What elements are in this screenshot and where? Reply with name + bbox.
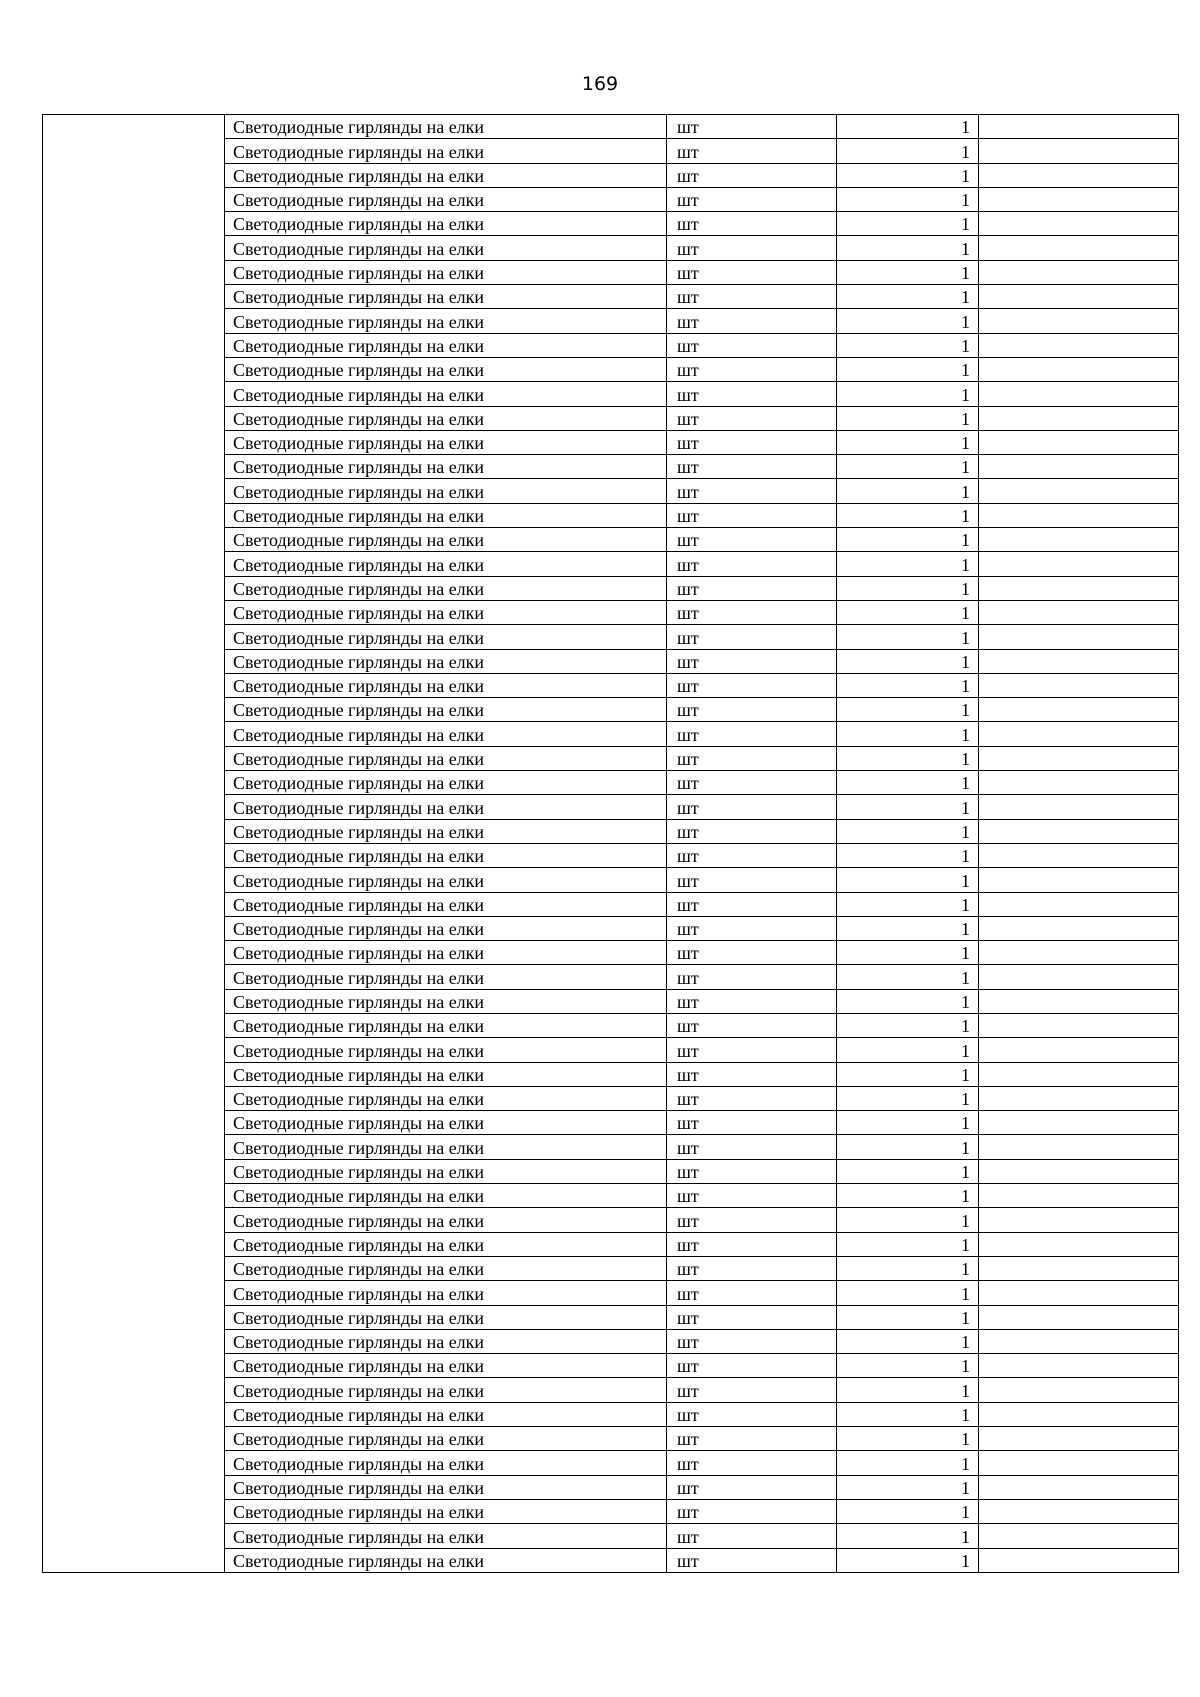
item-empty-cell: [979, 382, 1179, 406]
item-qty-cell: 1: [837, 236, 979, 260]
item-unit-cell: шт: [667, 1451, 837, 1475]
item-qty-cell: 1: [837, 746, 979, 770]
item-unit-cell: шт: [667, 163, 837, 187]
item-name-cell: Светодиодные гирлянды на елки: [225, 309, 667, 333]
item-qty-cell: 1: [837, 941, 979, 965]
item-empty-cell: [979, 479, 1179, 503]
item-qty-cell: 1: [837, 139, 979, 163]
item-empty-cell: [979, 1232, 1179, 1256]
item-name-cell: Светодиодные гирлянды на елки: [225, 941, 667, 965]
item-empty-cell: [979, 746, 1179, 770]
item-qty-cell: 1: [837, 430, 979, 454]
item-unit-cell: шт: [667, 1184, 837, 1208]
item-name-cell: Светодиодные гирлянды на елки: [225, 357, 667, 381]
item-name-cell: Светодиодные гирлянды на елки: [225, 1524, 667, 1548]
item-unit-cell: шт: [667, 528, 837, 552]
item-unit-cell: шт: [667, 843, 837, 867]
item-empty-cell: [979, 309, 1179, 333]
item-name-cell: Светодиодные гирлянды на елки: [225, 333, 667, 357]
item-name-cell: Светодиодные гирлянды на елки: [225, 1111, 667, 1135]
item-empty-cell: [979, 1062, 1179, 1086]
item-unit-cell: шт: [667, 1135, 837, 1159]
item-name-cell: Светодиодные гирлянды на елки: [225, 1013, 667, 1037]
item-unit-cell: шт: [667, 1232, 837, 1256]
item-qty-cell: 1: [837, 479, 979, 503]
item-qty-cell: 1: [837, 285, 979, 309]
page-number: 169: [581, 73, 619, 95]
item-unit-cell: шт: [667, 771, 837, 795]
item-name-cell: Светодиодные гирлянды на елки: [225, 868, 667, 892]
item-qty-cell: 1: [837, 576, 979, 600]
item-name-cell: Светодиодные гирлянды на елки: [225, 285, 667, 309]
item-qty-cell: 1: [837, 1062, 979, 1086]
item-empty-cell: [979, 455, 1179, 479]
item-qty-cell: 1: [837, 965, 979, 989]
item-qty-cell: 1: [837, 1329, 979, 1353]
item-qty-cell: 1: [837, 1354, 979, 1378]
item-empty-cell: [979, 406, 1179, 430]
item-name-cell: Светодиодные гирлянды на елки: [225, 1402, 667, 1426]
item-empty-cell: [979, 503, 1179, 527]
item-qty-cell: 1: [837, 1038, 979, 1062]
item-unit-cell: шт: [667, 1402, 837, 1426]
item-empty-cell: [979, 1086, 1179, 1110]
item-empty-cell: [979, 1111, 1179, 1135]
item-empty-cell: [979, 625, 1179, 649]
item-empty-cell: [979, 892, 1179, 916]
item-empty-cell: [979, 1305, 1179, 1329]
item-unit-cell: шт: [667, 965, 837, 989]
item-empty-cell: [979, 1524, 1179, 1548]
item-name-cell: Светодиодные гирлянды на елки: [225, 139, 667, 163]
item-name-cell: Светодиодные гирлянды на елки: [225, 1232, 667, 1256]
item-qty-cell: 1: [837, 382, 979, 406]
item-empty-cell: [979, 236, 1179, 260]
item-qty-cell: 1: [837, 649, 979, 673]
item-empty-cell: [979, 795, 1179, 819]
item-unit-cell: шт: [667, 941, 837, 965]
item-empty-cell: [979, 989, 1179, 1013]
item-unit-cell: шт: [667, 1013, 837, 1037]
item-empty-cell: [979, 552, 1179, 576]
item-empty-cell: [979, 163, 1179, 187]
item-unit-cell: шт: [667, 406, 837, 430]
items-table-body: [43, 115, 1179, 1573]
item-empty-cell: [979, 576, 1179, 600]
item-name-cell: Светодиодные гирлянды на елки: [225, 503, 667, 527]
item-qty-cell: 1: [837, 528, 979, 552]
item-name-cell: Светодиодные гирлянды на елки: [225, 1427, 667, 1451]
item-qty-cell: 1: [837, 406, 979, 430]
item-unit-cell: шт: [667, 430, 837, 454]
item-name-cell: Светодиодные гирлянды на елки: [225, 1159, 667, 1183]
item-unit-cell: шт: [667, 309, 837, 333]
item-empty-cell: [979, 1354, 1179, 1378]
item-unit-cell: шт: [667, 1256, 837, 1280]
item-empty-cell: [979, 600, 1179, 624]
items-table: [42, 114, 1179, 1573]
item-qty-cell: 1: [837, 868, 979, 892]
item-name-cell: Светодиодные гирлянды на елки: [225, 1475, 667, 1499]
item-qty-cell: 1: [837, 673, 979, 697]
item-empty-cell: [979, 115, 1179, 139]
item-empty-cell: [979, 212, 1179, 236]
item-name-cell: Светодиодные гирлянды на елки: [225, 212, 667, 236]
item-unit-cell: шт: [667, 212, 837, 236]
item-name-cell: Светодиодные гирлянды на елки: [225, 916, 667, 940]
item-qty-cell: 1: [837, 1402, 979, 1426]
item-empty-cell: [979, 1256, 1179, 1280]
item-qty-cell: 1: [837, 1159, 979, 1183]
item-unit-cell: шт: [667, 503, 837, 527]
item-name-cell: Светодиодные гирлянды на елки: [225, 552, 667, 576]
item-unit-cell: шт: [667, 333, 837, 357]
item-empty-cell: [979, 1159, 1179, 1183]
item-qty-cell: 1: [837, 333, 979, 357]
item-unit-cell: шт: [667, 1159, 837, 1183]
item-empty-cell: [979, 1038, 1179, 1062]
item-empty-cell: [979, 868, 1179, 892]
item-empty-cell: [979, 1548, 1179, 1572]
item-qty-cell: 1: [837, 600, 979, 624]
item-unit-cell: шт: [667, 260, 837, 284]
item-unit-cell: шт: [667, 649, 837, 673]
item-unit-cell: шт: [667, 115, 837, 139]
item-name-cell: Светодиодные гирлянды на елки: [225, 1378, 667, 1402]
item-name-cell: Светодиодные гирлянды на елки: [225, 965, 667, 989]
item-unit-cell: шт: [667, 625, 837, 649]
item-qty-cell: 1: [837, 1305, 979, 1329]
item-empty-cell: [979, 430, 1179, 454]
item-name-cell: Светодиодные гирлянды на елки: [225, 406, 667, 430]
item-unit-cell: шт: [667, 989, 837, 1013]
item-name-cell: Светодиодные гирлянды на елки: [225, 1329, 667, 1353]
item-qty-cell: 1: [837, 892, 979, 916]
item-name-cell: Светодиодные гирлянды на елки: [225, 1281, 667, 1305]
item-qty-cell: 1: [837, 1281, 979, 1305]
item-unit-cell: шт: [667, 1305, 837, 1329]
item-empty-cell: [979, 187, 1179, 211]
item-unit-cell: шт: [667, 673, 837, 697]
item-qty-cell: 1: [837, 552, 979, 576]
item-empty-cell: [979, 941, 1179, 965]
item-name-cell: Светодиодные гирлянды на елки: [225, 1086, 667, 1110]
item-empty-cell: [979, 843, 1179, 867]
item-empty-cell: [979, 1135, 1179, 1159]
item-unit-cell: шт: [667, 139, 837, 163]
item-name-cell: Светодиодные гирлянды на елки: [225, 236, 667, 260]
item-qty-cell: 1: [837, 1184, 979, 1208]
item-name-cell: Светодиодные гирлянды на елки: [225, 843, 667, 867]
item-empty-cell: [979, 1329, 1179, 1353]
item-unit-cell: шт: [667, 382, 837, 406]
item-unit-cell: шт: [667, 187, 837, 211]
item-name-cell: Светодиодные гирлянды на елки: [225, 1499, 667, 1523]
item-unit-cell: шт: [667, 285, 837, 309]
item-empty-cell: [979, 1427, 1179, 1451]
item-qty-cell: 1: [837, 1256, 979, 1280]
item-unit-cell: шт: [667, 868, 837, 892]
item-empty-cell: [979, 139, 1179, 163]
item-empty-cell: [979, 673, 1179, 697]
item-empty-cell: [979, 698, 1179, 722]
item-empty-cell: [979, 1208, 1179, 1232]
item-unit-cell: шт: [667, 1111, 837, 1135]
item-empty-cell: [979, 357, 1179, 381]
item-unit-cell: шт: [667, 795, 837, 819]
item-name-cell: Светодиодные гирлянды на елки: [225, 187, 667, 211]
item-qty-cell: 1: [837, 1111, 979, 1135]
item-qty-cell: 1: [837, 819, 979, 843]
item-name-cell: Светодиодные гирлянды на елки: [225, 1305, 667, 1329]
item-empty-cell: [979, 1378, 1179, 1402]
item-empty-cell: [979, 916, 1179, 940]
item-qty-cell: 1: [837, 1378, 979, 1402]
item-unit-cell: шт: [667, 479, 837, 503]
item-unit-cell: шт: [667, 1524, 837, 1548]
item-name-cell: Светодиодные гирлянды на елки: [225, 382, 667, 406]
item-qty-cell: 1: [837, 1524, 979, 1548]
item-unit-cell: шт: [667, 1281, 837, 1305]
item-unit-cell: шт: [667, 892, 837, 916]
item-unit-cell: шт: [667, 236, 837, 260]
item-unit-cell: шт: [667, 1329, 837, 1353]
item-unit-cell: шт: [667, 1499, 837, 1523]
item-name-cell: Светодиодные гирлянды на елки: [225, 430, 667, 454]
item-name-cell: Светодиодные гирлянды на елки: [225, 115, 667, 139]
item-qty-cell: 1: [837, 625, 979, 649]
item-qty-cell: 1: [837, 163, 979, 187]
item-unit-cell: шт: [667, 455, 837, 479]
item-name-cell: Светодиодные гирлянды на елки: [225, 625, 667, 649]
item-name-cell: Светодиодные гирлянды на елки: [225, 1062, 667, 1086]
item-qty-cell: 1: [837, 916, 979, 940]
item-empty-cell: [979, 1451, 1179, 1475]
item-qty-cell: 1: [837, 698, 979, 722]
item-empty-cell: [979, 528, 1179, 552]
item-qty-cell: 1: [837, 1135, 979, 1159]
item-qty-cell: 1: [837, 455, 979, 479]
item-qty-cell: 1: [837, 1208, 979, 1232]
item-qty-cell: 1: [837, 357, 979, 381]
item-unit-cell: шт: [667, 1378, 837, 1402]
item-unit-cell: шт: [667, 1427, 837, 1451]
item-name-cell: Светодиодные гирлянды на елки: [225, 771, 667, 795]
item-qty-cell: 1: [837, 503, 979, 527]
item-unit-cell: шт: [667, 1475, 837, 1499]
item-empty-cell: [979, 1281, 1179, 1305]
item-unit-cell: шт: [667, 1354, 837, 1378]
item-unit-cell: шт: [667, 1086, 837, 1110]
item-unit-cell: шт: [667, 1038, 837, 1062]
item-name-cell: Светодиодные гирлянды на елки: [225, 576, 667, 600]
item-name-cell: Светодиодные гирлянды на елки: [225, 1548, 667, 1572]
item-name-cell: Светодиодные гирлянды на елки: [225, 479, 667, 503]
item-name-cell: Светодиодные гирлянды на елки: [225, 673, 667, 697]
item-qty-cell: 1: [837, 212, 979, 236]
item-name-cell: Светодиодные гирлянды на елки: [225, 163, 667, 187]
item-qty-cell: 1: [837, 989, 979, 1013]
item-empty-cell: [979, 819, 1179, 843]
item-qty-cell: 1: [837, 1548, 979, 1572]
item-qty-cell: 1: [837, 1499, 979, 1523]
item-name-cell: Светодиодные гирлянды на елки: [225, 649, 667, 673]
item-qty-cell: 1: [837, 795, 979, 819]
item-empty-cell: [979, 285, 1179, 309]
item-name-cell: Светодиодные гирлянды на елки: [225, 455, 667, 479]
item-empty-cell: [979, 722, 1179, 746]
item-empty-cell: [979, 260, 1179, 284]
item-empty-cell: [979, 1013, 1179, 1037]
item-name-cell: Светодиодные гирлянды на елки: [225, 795, 667, 819]
item-name-cell: Светодиодные гирлянды на елки: [225, 1208, 667, 1232]
item-qty-cell: 1: [837, 1475, 979, 1499]
item-name-cell: Светодиодные гирлянды на елки: [225, 1256, 667, 1280]
item-unit-cell: шт: [667, 1548, 837, 1572]
item-unit-cell: шт: [667, 576, 837, 600]
merged-empty-cell: [43, 115, 225, 1573]
item-qty-cell: 1: [837, 1451, 979, 1475]
item-name-cell: Светодиодные гирлянды на елки: [225, 600, 667, 624]
item-empty-cell: [979, 333, 1179, 357]
item-name-cell: Светодиодные гирлянды на елки: [225, 1038, 667, 1062]
item-name-cell: Светодиодные гирлянды на елки: [225, 989, 667, 1013]
item-empty-cell: [979, 1475, 1179, 1499]
item-qty-cell: 1: [837, 843, 979, 867]
item-name-cell: Светодиодные гирлянды на елки: [225, 892, 667, 916]
item-name-cell: Светодиодные гирлянды на елки: [225, 260, 667, 284]
item-qty-cell: 1: [837, 722, 979, 746]
item-name-cell: Светодиодные гирлянды на елки: [225, 1451, 667, 1475]
item-unit-cell: шт: [667, 357, 837, 381]
item-unit-cell: шт: [667, 552, 837, 576]
item-unit-cell: шт: [667, 916, 837, 940]
item-name-cell: Светодиодные гирлянды на елки: [225, 746, 667, 770]
item-qty-cell: 1: [837, 187, 979, 211]
item-empty-cell: [979, 649, 1179, 673]
item-empty-cell: [979, 771, 1179, 795]
item-qty-cell: 1: [837, 771, 979, 795]
item-qty-cell: 1: [837, 1427, 979, 1451]
item-unit-cell: шт: [667, 722, 837, 746]
item-qty-cell: 1: [837, 309, 979, 333]
item-unit-cell: шт: [667, 698, 837, 722]
item-name-cell: Светодиодные гирлянды на елки: [225, 698, 667, 722]
item-unit-cell: шт: [667, 1062, 837, 1086]
item-name-cell: Светодиодные гирлянды на елки: [225, 1354, 667, 1378]
item-name-cell: Светодиодные гирлянды на елки: [225, 819, 667, 843]
item-unit-cell: шт: [667, 600, 837, 624]
item-unit-cell: шт: [667, 1208, 837, 1232]
item-empty-cell: [979, 1499, 1179, 1523]
item-name-cell: Светодиодные гирлянды на елки: [225, 722, 667, 746]
item-empty-cell: [979, 1402, 1179, 1426]
item-qty-cell: 1: [837, 115, 979, 139]
item-qty-cell: 1: [837, 1232, 979, 1256]
item-empty-cell: [979, 1184, 1179, 1208]
item-name-cell: Светодиодные гирлянды на елки: [225, 528, 667, 552]
item-qty-cell: 1: [837, 1013, 979, 1037]
item-name-cell: Светодиодные гирлянды на елки: [225, 1135, 667, 1159]
item-empty-cell: [979, 965, 1179, 989]
item-name-cell: Светодиодные гирлянды на елки: [225, 1184, 667, 1208]
table-row: [43, 115, 1179, 139]
item-unit-cell: шт: [667, 819, 837, 843]
item-qty-cell: 1: [837, 260, 979, 284]
item-unit-cell: шт: [667, 746, 837, 770]
item-qty-cell: 1: [837, 1086, 979, 1110]
